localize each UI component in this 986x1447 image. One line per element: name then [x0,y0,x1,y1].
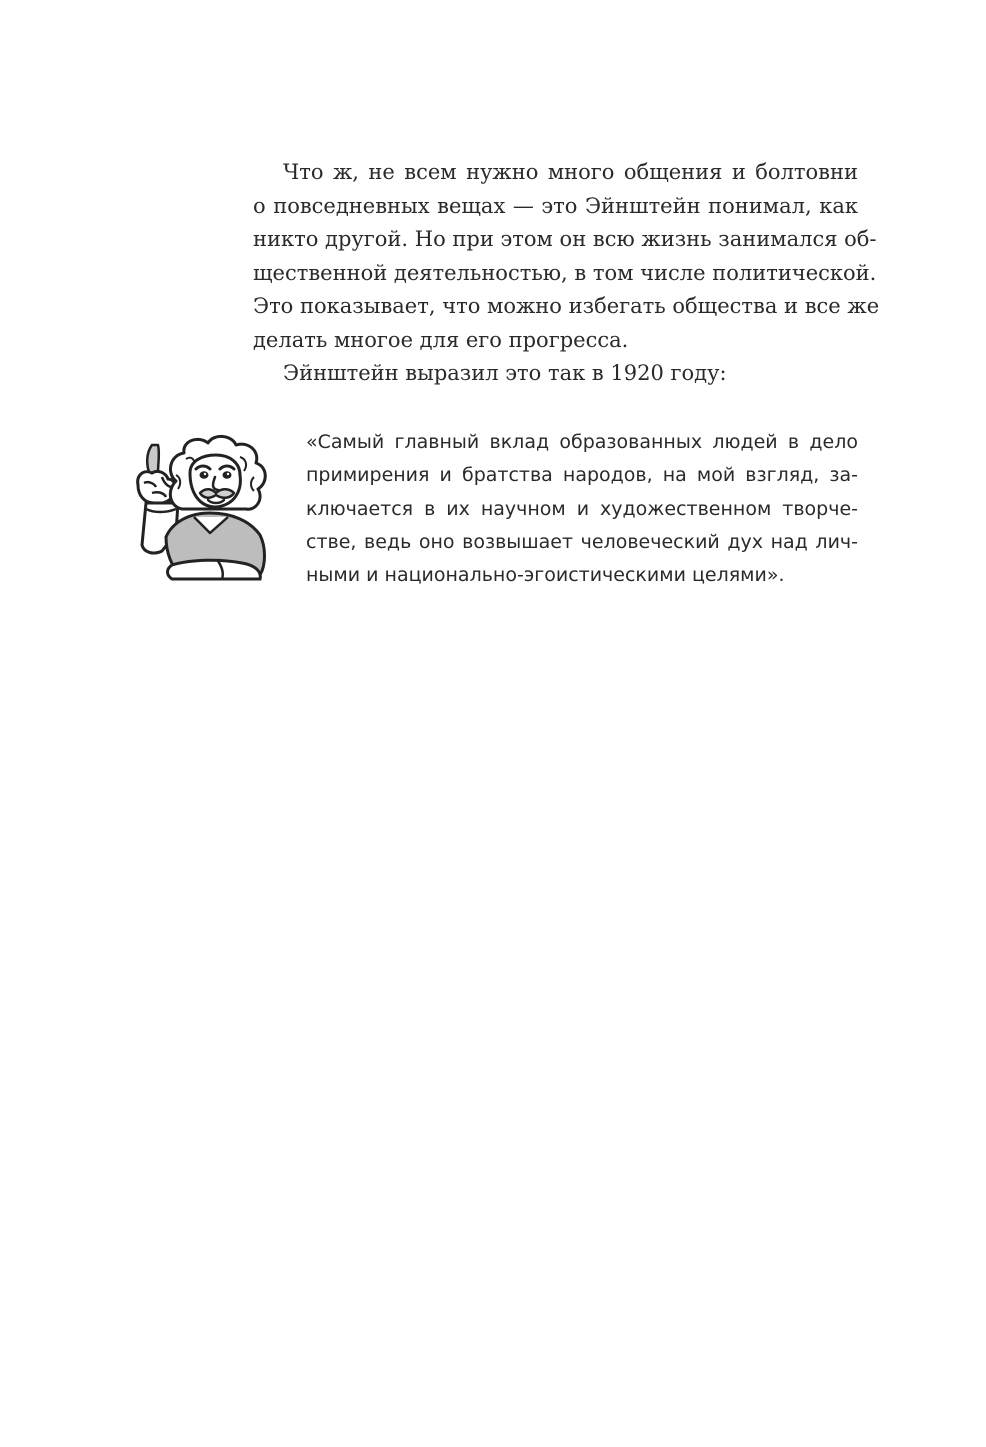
quote-line: стве, ведь оно возвышает человеческий дух над лич- [306,530,858,553]
paragraph1-line: Что ж, не всем нужно много общения и болтовни [283,160,858,184]
paragraph1-line: о повседневных вещах — это Эйнштейн понимал, как [253,193,858,218]
quote-line: ными и национально-эгоистическими целями». [306,564,785,587]
paragraph2-line: Эйнштейн выразил это так в 1920 году: [283,361,727,385]
quote-line: примирения и братства народов, на мой взгляд, за- [306,464,858,487]
paragraph1-line: никто другой. Но при этом он всю жизнь занимался об- [253,227,877,251]
quote-line: «Самый главный вклад образованных людей в дело [306,431,858,453]
body-text [253,156,880,391]
einstein-portrait-icon [132,433,282,583]
quote-block [306,426,858,592]
paragraph1-line: щественной деятельностью, в том числе политической. [253,260,877,285]
paragraph1-line: Это показывает, что можно избегать общества и все же [253,294,880,318]
paragraph1-line: делать многое для его прогресса. [253,327,629,352]
quote-line: ключается в их научном и художественном творче- [306,497,858,520]
